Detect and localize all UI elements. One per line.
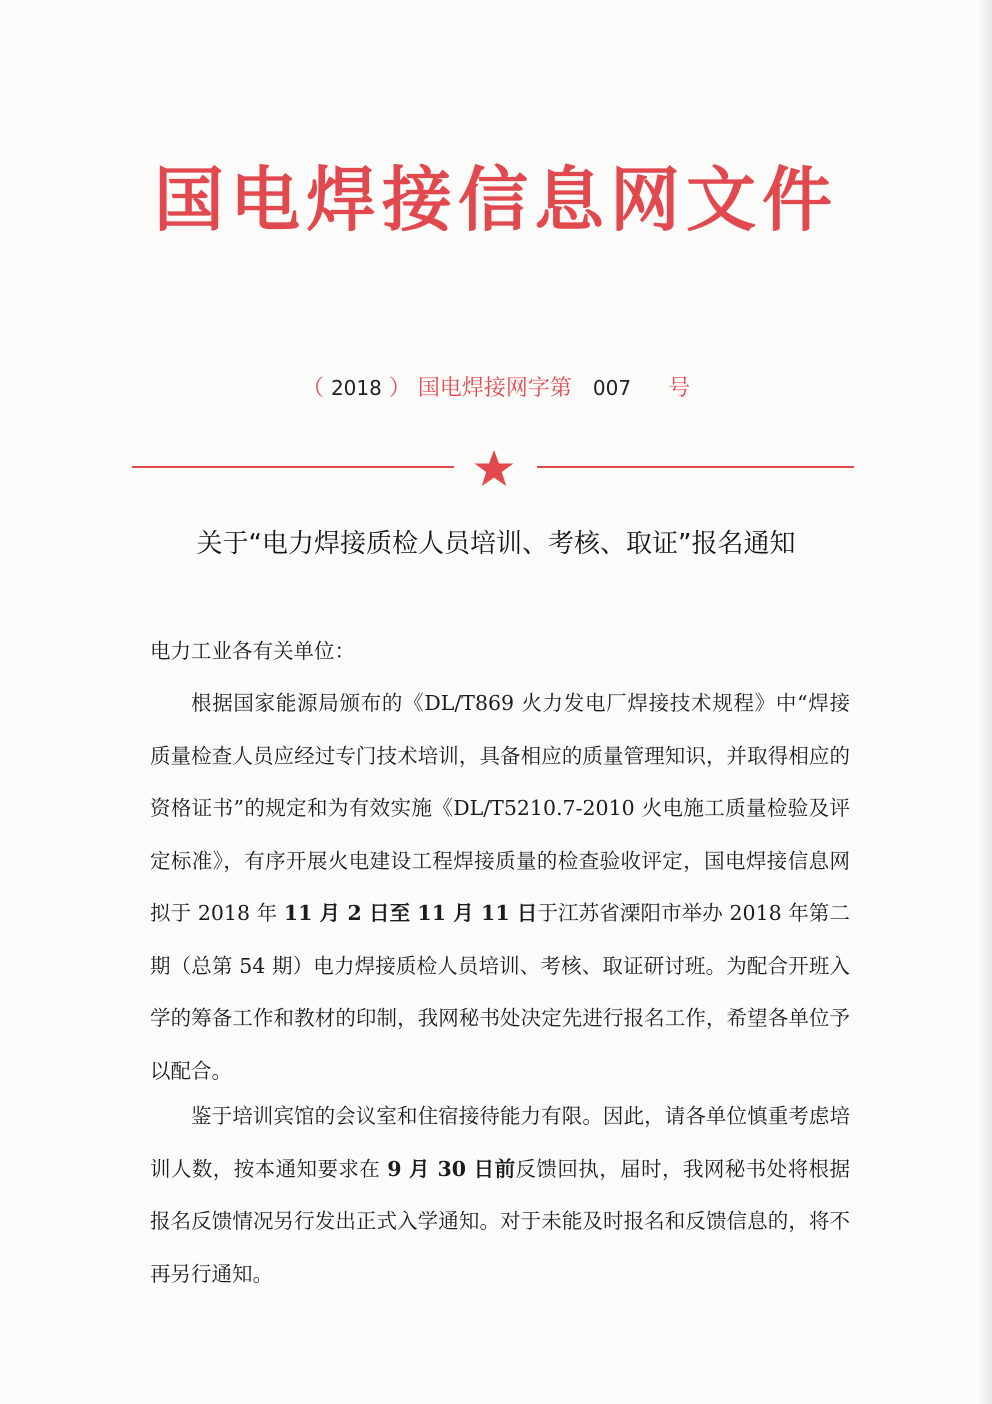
doc-number-suffix: 号	[668, 376, 691, 401]
red-divider-right	[537, 466, 854, 468]
doc-number-issuer: 国电焊接网字第	[417, 376, 572, 401]
salutation: 电力工业各有关单位：	[150, 639, 355, 663]
notice-title: 关于“电力焊接质检人员培训、考核、取证”报名通知	[196, 529, 796, 559]
doc-number-open-paren: （	[301, 376, 324, 401]
body-paragraph-1	[150, 677, 850, 1097]
training-date-range: 11 月 2 日至 11 月 11 日	[283, 901, 538, 925]
doc-number-close-paren: ）	[388, 376, 411, 401]
para1-text-b: 于江苏省溧阳市举办 2018 年第二期（总第 54 期）电力焊接质检人员培训、考核、取证研讨班。为配合开班入学的筹备工作和教材的印制，我网秘书处决定先进行报名工作，希望各单位予以配合。	[150, 901, 851, 1083]
body-paragraph-2	[150, 1090, 850, 1300]
para1-text-a: 根据国家能源局颁布的《DL/T869 火力发电厂焊接技术规程》中“焊接质量检查人员应经过专门技术培训，具备相应的质量管理知识，并取得相应的资格证书”的规定和为有效实施《DL/T5210.7-2010 火电施工质量检验及评定标准》，有序开展火电建设工程焊接质量的检查验收评定，国电焊接信息网拟于 2018 年	[150, 691, 850, 925]
document-number-line	[0, 368, 992, 409]
doc-number-value: 007	[592, 376, 632, 400]
reply-deadline: 9 月 30 日前	[387, 1156, 516, 1181]
doc-number-year: 2018	[330, 376, 382, 400]
document-masthead: 国电焊接信息网文件	[154, 159, 838, 241]
red-divider-left	[132, 466, 454, 468]
para2-text-a: 鉴于培训宾馆的会议室和住宿接待能力有限。因此，请各单位慎重考虑培训人数，按本通知要求在	[150, 1104, 850, 1181]
star-icon	[472, 448, 516, 488]
para2-text-b: 反馈回执，届时，我网秘书处将根据报名反馈情况另行发出正式入学通知。对于未能及时报名和反馈信息的，将不再另行通知。	[150, 1156, 850, 1286]
